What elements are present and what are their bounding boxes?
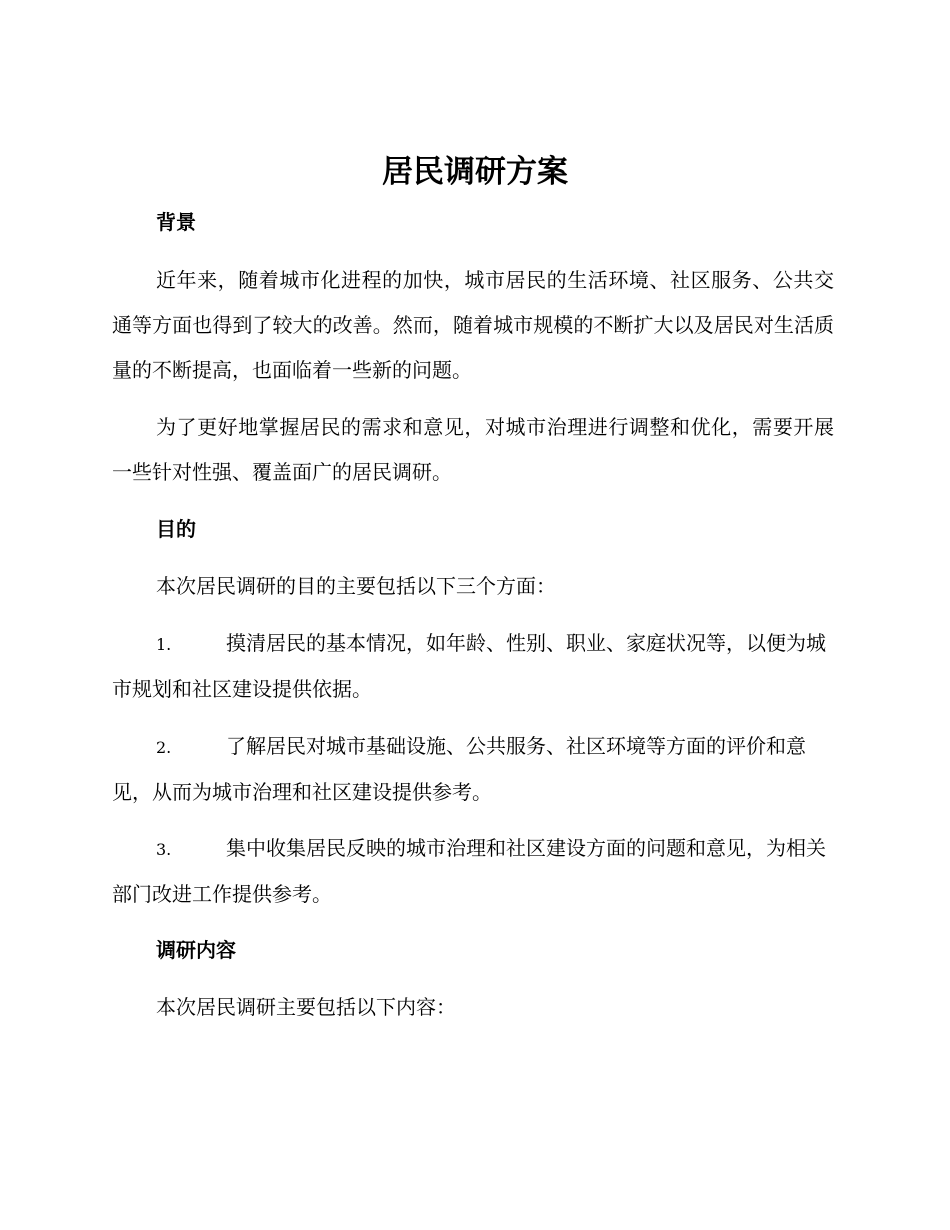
purpose-list-item (112, 621, 834, 712)
section-heading-purpose: 目的 (156, 517, 196, 541)
list-item-text: 了解居民对城市基础设施、公共服务、社区环境等方面的评价和意见，从而为城市治理和社区建设提供参考。 (112, 734, 806, 804)
document-title: 居民调研方案 (382, 154, 568, 190)
section-heading-background: 背景 (156, 210, 196, 234)
background-paragraph-2: 为了更好地掌握居民的需求和意见，对城市治理进行调整和优化，需要开展一些针对性强、覆盖面广的居民调研。 (112, 415, 834, 484)
list-item-text: 摸清居民的基本情况，如年龄、性别、职业、家庭状况等，以便为城市规划和社区建设提供依据。 (112, 631, 826, 701)
list-number: 1. (156, 635, 172, 654)
purpose-list-item (112, 826, 834, 917)
list-number: 3. (156, 840, 172, 859)
list-number: 2. (156, 738, 172, 757)
background-paragraph-1: 近年来，随着城市化进程的加快，城市居民的生活环境、社区服务、公共交通等方面也得到了较大的改善。然而，随着城市规模的不断扩大以及居民对生活质量的不断提高，也面临着一些新的问题。 (112, 268, 834, 382)
content-intro: 本次居民调研主要包括以下内容： (156, 995, 456, 1019)
section-heading-content: 调研内容 (156, 938, 236, 962)
purpose-list-item (112, 724, 834, 815)
purpose-intro: 本次居民调研的目的主要包括以下三个方面： (156, 574, 556, 598)
list-item-text: 集中收集居民反映的城市治理和社区建设方面的问题和意见，为相关部门改进工作提供参考。 (112, 836, 826, 906)
